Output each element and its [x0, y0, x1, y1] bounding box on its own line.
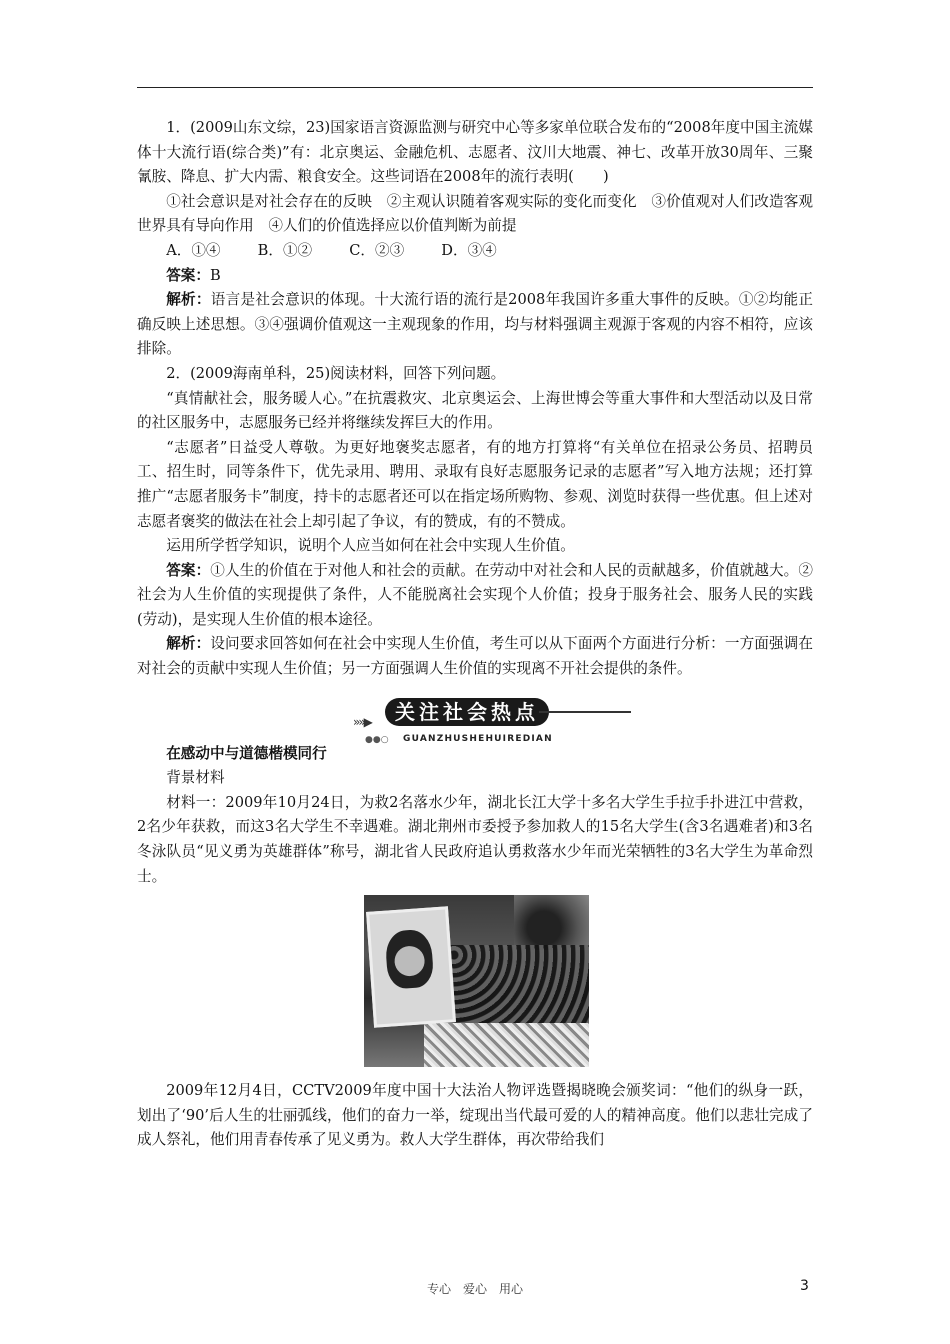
q2-material-para1: “真情献社会，服务暖人心。”在抗震救灾、北京奥运会、上海世博会等重大事件和大型活动以及日常的社区服务中，志愿服务已经并将继续发挥巨大的作用。 [137, 389, 813, 432]
banner-line [539, 711, 631, 713]
q2-stem: 2．(2009海南单科，25)阅读材料，回答下列问题。 [166, 364, 506, 382]
q1-answer-text: B [209, 266, 221, 284]
banner-graphic [353, 696, 633, 745]
photo-container [137, 895, 813, 1071]
q2-question: 运用所学哲学知识，说明个人应当如何在社会中实现人生价值。 [166, 537, 575, 555]
photo-flowers [424, 1023, 589, 1067]
memorial-photo [364, 895, 589, 1067]
photo-crowd [444, 945, 589, 1025]
banner-subtitle: GUANZHUSHEHUIREDIAN [403, 733, 553, 744]
section-subheading: 背景材料 [166, 769, 225, 787]
q1-analysis [137, 288, 813, 362]
q1-stem: 1．(2009山东文综，23)国家语言资源监测与研究中心等多家单位联合发布的“2008年度中国主流媒体十大流行语(综合类)”有：北京奥运、金融危机、志愿者、汶川大地震、神七、改革开放30周年、三聚氰胺、降息、扩大内需、粮食安全。这些词语在2008年的流行表明( ) [137, 119, 813, 186]
banner-title: 关注社会热点 [385, 698, 549, 726]
section-title: 在感动中与道德楷模同行 [166, 744, 327, 762]
answer-label: 答案： [166, 561, 211, 579]
photo-trees [514, 895, 589, 950]
q2-answer-text: ①人生的价值在于对他人和社会的贡献。在劳动中对社会和人民的贡献越多，价值就越大。②社会为人生价值的实现提供了条件，人不能脱离社会实现个人价值；投身于服务社会、服务人民的实践(劳动)，是实现人生价值的根本途径。 [137, 561, 813, 628]
q2-material-para2: “志愿者”日益受人尊敬。为更好地褒奖志愿者，有的地方打算将“有关单位在招录公务员、招聘员工、招生时，同等条件下，优先录用、聘用、录取有良好志愿服务记录的志愿者”写入地方法规；还打算推广“志愿者服务卡”制度，持卡的志愿者还可以在指定场所购物、参观、浏览时获得一些优惠。但上述对志愿者褒奖的做法在社会上却引起了争议，有的赞成，有的不赞成。 [137, 438, 813, 530]
photo-portrait [366, 907, 456, 1028]
analysis-label: 解析： [166, 291, 211, 309]
page-content [137, 116, 813, 1153]
q1-analysis-text: 语言是社会意识的体现。十大流行语的流行是2008年我国许多重大事件的反映。①②均能正确反映上述思想。③④强调价值观这一主观现象的作用，均与材料强调主观源于客观的内容不相符，应该排除。 [137, 291, 813, 358]
footer-motto: 专心 爱心 用心 [426, 1282, 523, 1296]
award-citation: 2009年12月4日，CCTV2009年度中国十大法治人物评选暨揭晓晚会颁奖词：“他们的纵身一跃，划出了‘90’后人生的壮丽弧线，他们的奋力一举，绽现出当代最可爱的人的精神高度。他们以悲壮完成了成人祭礼，他们用青春传承了见义勇为。救人大学生群体，再次带给我们 [137, 1082, 813, 1149]
q1-answer [137, 264, 813, 289]
analysis-label: 解析： [166, 635, 211, 653]
q2-analysis [137, 632, 813, 681]
header-rule [137, 87, 813, 88]
q2-answer [137, 559, 813, 633]
page-number: 3 [800, 1278, 809, 1294]
section-banner [137, 692, 813, 745]
banner-dots-icon: ●●○ [365, 734, 389, 745]
q1-statements: ①社会意识是对社会存在的反映 ②主观认识随着客观实际的变化而变化 ③价值观对人们改造客观世界具有导向作用 ④人们的价值选择应以价值判断为前提 [137, 192, 813, 235]
banner-arrows-icon: »»▶ [353, 714, 371, 729]
material-one: 材料一：2009年10月24日，为救2名落水少年，湖北长江大学十多名大学生手拉手扑进江中营救，2名少年获救，而这3名大学生不幸遇难。湖北荆州市委授予参加救人的15名大学生(含3名遇难者)和3名冬泳队员“见义勇为英雄群体”称号，湖北省人民政府追认勇救落水少年而光荣牺牲的3名大学生为革命烈士。 [137, 793, 813, 885]
q2-analysis-text: 设问要求回答如何在社会中实现人生价值，考生可以从下面两个方面进行分析：一方面强调在对社会的贡献中实现人生价值；另一方面强调人生价值的实现离不开社会提供的条件。 [137, 635, 813, 678]
answer-label: 答案： [166, 266, 210, 284]
q1-options: A．①④ B．①② C．②③ D．③④ [166, 241, 497, 259]
